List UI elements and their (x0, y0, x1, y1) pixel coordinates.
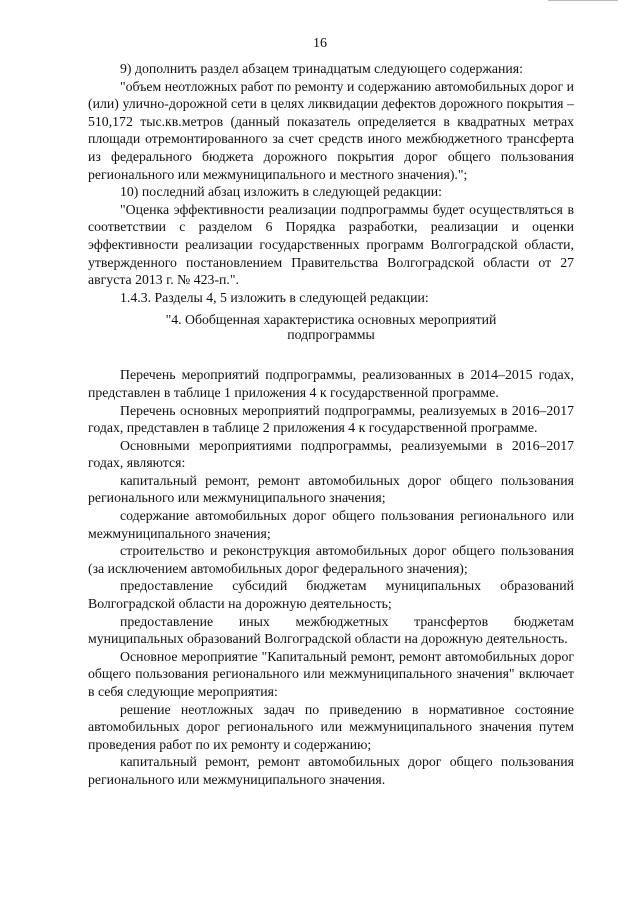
list-item-subsidies: предоставление субсидий бюджетам муниципальных образований Волгоградской области на дорожную деятельность; (88, 578, 574, 612)
list-item-maintenance: содержание автомобильных дорог общего пользования регионального или межмуниципального значения; (88, 508, 574, 541)
paragraph-activities-2016-2017: Перечень основных мероприятий подпрограммы, реализуемых в 2016–2017 годах, представлен в таблице 2 приложения 4 к государственной программе. (88, 402, 574, 436)
list-item-urgent-tasks: решение неотложных задач по приведению в нормативное состояние автомобильных дорог регионального или межмуниципального значения путем проведения работ по их ремонту и содержанию; (88, 701, 574, 752)
list-item-capital-repair: капитальный ремонт, ремонт автомобильных дорог общего пользования регионального или межмуниципального значения; (88, 472, 574, 506)
list-item-capital-repair-final: капитальный ремонт, ремонт автомобильных дорог общего пользования регионального или межмуниципального значения. (88, 754, 574, 787)
paragraph-activities-2014-2015: Перечень мероприятий подпрограммы, реализованных в 2014–2015 годах, представлен в таблице 1 приложения 4 к государственной программе. (88, 367, 574, 400)
paragraph-item-9: 9) дополнить раздел абзацем тринадцатым следующего содержания: (120, 61, 523, 76)
paragraph-main-activity-description: Основное мероприятие "Капитальный ремонт, ремонт автомобильных дорог общего пользования регионального или межмуниципального значения" включает в себя следующие мероприятия: (88, 648, 574, 699)
list-item-transfers: предоставление иных межбюджетных трансфертов бюджетам муниципальных образований Волгоградской области на дорожную деятельность. (88, 613, 574, 647)
paragraph-item-10: 10) последний абзац изложить в следующей редакции: (120, 184, 442, 200)
paragraph-quoted-efficiency-assessment: "Оценка эффективности реализации подпрограммы будет осуществляться в соответствии с разделом 6 Порядка разработки, реализации и оценки эффективности реализации государственных программ Волгоградской области, утвержденного постановлением Правительства Волгоградской области от 27 августа 2013 г. № 423-п.". (88, 201, 574, 288)
section-heading: "4. Обобщенная характеристика основных мероприятий подпрограммы (165, 312, 497, 343)
paragraph-main-activities-intro: Основными мероприятиями подпрограммы, реализуемыми в 2016–2017 годах, являются: (88, 437, 574, 471)
document-body (88, 60, 574, 789)
page-number: 16 (313, 36, 327, 51)
list-item-construction: строительство и реконструкция автомобильных дорог общего пользования (за исключением автомобильных дорог федерального значения); (88, 543, 574, 576)
paragraph-quoted-road-repair-volume: "объем неотложных работ по ремонту и содержанию автомобильных дорог и (или) улично-дорожной сети в целях ликвидации дефектов дорожного покрытия – 510,172 тыс.кв.метров (данный показатель определяется в квадратных метрах площади отремонтированного за счет средств иного межбюджетного трансферта из федерального бюджета дорожного покрытия дорог общего пользования регионального или межмуниципального и местного значения)."; (88, 78, 574, 182)
scan-edge-mark (548, 0, 618, 4)
paragraph-item-1-4-3: 1.4.3. Разделы 4, 5 изложить в следующей редакции: (120, 289, 429, 305)
